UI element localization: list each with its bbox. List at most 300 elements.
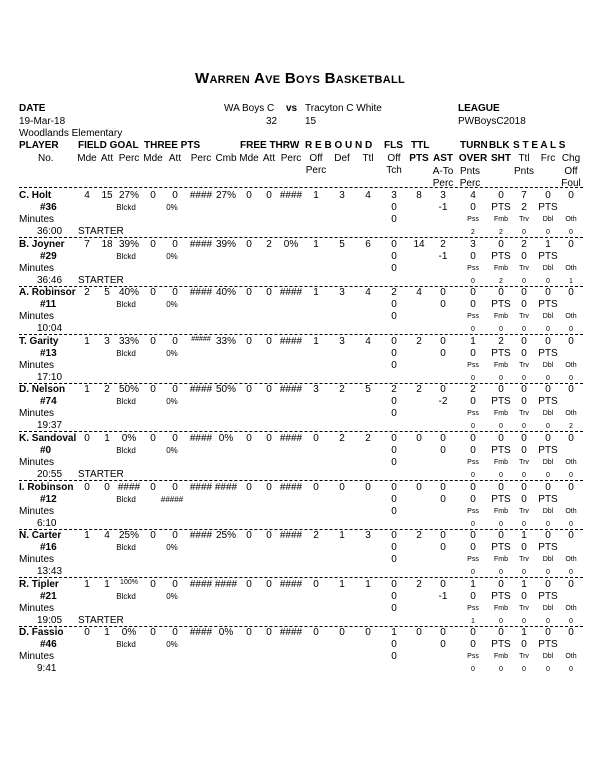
stat-stl: 0 <box>521 384 527 396</box>
stat-tp-att: 0 <box>172 287 178 299</box>
stat-ft-mde: 0 <box>246 578 252 590</box>
pts-label: PTS <box>491 445 511 456</box>
stat-ft-att: 0 <box>266 335 272 347</box>
stat-over-pts: 0 <box>470 299 476 311</box>
col-fls: FLS <box>384 140 403 151</box>
minutes-label: Minutes <box>19 602 55 614</box>
turnover-count-pss: 2 <box>471 229 475 236</box>
stat-ato: -2 <box>438 396 448 408</box>
stat-fg-att: 4 <box>104 530 110 542</box>
turnover-type-oth: Oth <box>565 313 577 321</box>
stat-fls: 0 <box>391 578 397 590</box>
stat-tp-mde: 0 <box>150 578 156 590</box>
turnover-type-pss: Pss <box>467 361 479 369</box>
stat-reb-ttl: 4 <box>365 190 371 201</box>
stat-reb-off: 0 <box>313 578 319 590</box>
turnover-type-fmb: Fmb <box>494 313 508 321</box>
minutes-played: 20:55 <box>37 469 63 480</box>
player-number: #36 <box>40 202 57 213</box>
col-fg-mde: Mde <box>77 153 97 164</box>
stat-tp-mde: 0 <box>150 287 156 299</box>
stat-tp-att: 0 <box>172 627 178 639</box>
blocked-label: Blckd <box>116 348 136 358</box>
pts-label-2: PTS <box>538 445 558 456</box>
stat-off-tch-2: 0 <box>391 408 397 420</box>
stat-fls: 2 <box>391 384 397 396</box>
stat-cmb: 25% <box>215 530 237 542</box>
player-name: D. Nelson <box>19 384 66 396</box>
stat-stl-pts: 0 <box>521 299 527 311</box>
stat-stl: 0 <box>521 287 527 299</box>
stat-sht: 0 <box>498 287 504 299</box>
turnover-type-dbl: Dbl <box>542 556 554 564</box>
col-steals: S T E A L S <box>513 140 566 151</box>
stat-ft-att: 0 <box>266 578 272 590</box>
player-number: #12 <box>40 493 57 505</box>
turnover-type-fmb: Fmb <box>494 264 508 272</box>
stat-fg-mde: 7 <box>84 238 90 250</box>
minutes-played: 36:46 <box>37 274 63 286</box>
turnover-count-dbl: 0 <box>546 569 550 577</box>
home-team: WA Boys C <box>224 103 275 114</box>
stat-reb-def: 3 <box>339 335 345 347</box>
turnover-type-dbl: Dbl <box>542 653 554 661</box>
col-fg-att: Att <box>100 153 114 164</box>
stat-ft-att: 0 <box>266 190 272 201</box>
stat-fls: 0 <box>391 238 397 250</box>
stat-fg-mde: 0 <box>84 481 90 493</box>
starter-label: STARTER <box>78 614 124 626</box>
player-name: C. Holt <box>19 190 52 201</box>
turnover-type-trv: Trv <box>519 361 529 369</box>
player-number: #29 <box>40 250 57 262</box>
stat-ft-mde: 0 <box>246 287 252 299</box>
col-ast: AST <box>433 153 453 164</box>
minutes-played: 6:10 <box>37 517 57 529</box>
stat-tp-mde: 0 <box>150 335 156 347</box>
stat-fg-perc: 0% <box>121 627 137 639</box>
stat-chg: 0 <box>568 578 574 590</box>
player-name: N. Carter <box>19 530 62 542</box>
stat-reb-off: 1 <box>313 190 319 201</box>
stat-fg-mde: 0 <box>84 627 90 639</box>
stat-stl-pts: 0 <box>521 250 527 262</box>
turnover-type-oth: Oth <box>565 459 577 466</box>
turnover-type-fmb: Fmb <box>494 216 508 223</box>
player-number: #74 <box>40 396 57 408</box>
stat-chg: 0 <box>568 238 574 250</box>
stat-off-tch: 0 <box>391 639 397 651</box>
turnover-count-pss: 0 <box>471 423 475 431</box>
stat-sht: 0 <box>498 190 504 201</box>
stat-ft-att: 0 <box>266 627 272 639</box>
pts-label-2: PTS <box>538 590 558 602</box>
stat-off-tch-2: 0 <box>391 602 397 614</box>
blocked-perc: 0% <box>166 251 178 261</box>
turnover-type-trv: Trv <box>519 313 529 321</box>
stat-tp-att: 0 <box>172 578 178 590</box>
stat-cmb: #### <box>214 578 238 590</box>
turnover-count-oth: 2 <box>569 423 573 431</box>
pts-label-2: PTS <box>538 202 558 213</box>
stat-tp-att: 0 <box>172 433 178 444</box>
stat-off-tch: 0 <box>391 299 397 311</box>
turnover-type-oth: Oth <box>565 556 577 564</box>
stat-frc: 0 <box>545 578 551 590</box>
col-reb-ttl: Ttl <box>362 153 374 164</box>
stat-frc: 0 <box>545 627 551 639</box>
player-number: #0 <box>40 445 52 456</box>
col-blk: BLK <box>489 140 510 151</box>
stat-tp-perc: #### <box>189 238 213 250</box>
stat-sht: 0 <box>498 481 504 493</box>
blocked-label: Blckd <box>116 640 136 650</box>
stat-stl-pts: 0 <box>521 493 527 505</box>
stat-ft-perc: #### <box>279 433 303 444</box>
col-stl-pnts: Pnts <box>513 166 535 177</box>
stat-reb-ttl: 4 <box>365 335 371 347</box>
pts-label: PTS <box>491 590 511 602</box>
minutes-label: Minutes <box>19 457 55 468</box>
blocked-perc: 0% <box>166 397 178 407</box>
stat-fg-att: 1 <box>104 433 110 444</box>
starter-label: STARTER <box>78 226 124 237</box>
blocked-label: Blckd <box>116 397 136 407</box>
minutes-played: 19:05 <box>37 614 63 626</box>
stat-over-pts: 0 <box>470 202 476 213</box>
stat-pts: 2 <box>416 384 422 396</box>
blocked-perc: 0% <box>166 543 178 553</box>
turnover-count-fmb: 0 <box>499 617 503 625</box>
stat-sht: 0 <box>498 238 504 250</box>
stat-pts: 2 <box>416 335 422 347</box>
stat-off-tch-2: 0 <box>391 359 397 371</box>
col-pnts-perc-2: Perc <box>459 178 481 189</box>
col-reb-off-perc: Perc <box>305 165 327 176</box>
player-name: K. Sandoval <box>19 433 77 444</box>
player-name: D. Fassio <box>19 627 64 639</box>
stat-off-tch-2: 0 <box>391 214 397 225</box>
stat-ft-att: 0 <box>266 481 272 493</box>
turnover-count-fmb: 0 <box>499 569 503 577</box>
stat-reb-off: 1 <box>313 238 319 250</box>
pts-label-2: PTS <box>538 493 558 505</box>
turnover-type-dbl: Dbl <box>542 410 554 418</box>
starter-label: STARTER <box>78 469 124 480</box>
stat-fg-perc: 33% <box>118 335 140 347</box>
stat-ft-mde: 0 <box>246 530 252 542</box>
turnover-type-pss: Pss <box>467 459 479 466</box>
col-chg-1: Chg <box>561 153 581 164</box>
turnover-count-fmb: 2 <box>499 277 503 285</box>
vs-label: vs <box>286 103 298 114</box>
stat-fls: 0 <box>391 335 397 347</box>
stat-reb-def: 3 <box>339 287 345 299</box>
stat-frc: 0 <box>545 433 551 444</box>
stat-ft-att: 0 <box>266 384 272 396</box>
col-chg-3: Foul <box>561 178 581 189</box>
stat-ast: 3 <box>440 190 446 201</box>
stat-over: 0 <box>470 433 476 444</box>
turnover-count-oth: 0 <box>569 374 573 382</box>
col-three-pts: THREE PTS <box>144 140 201 151</box>
turnover-count-dbl: 0 <box>546 520 550 528</box>
stat-reb-def: 5 <box>339 238 345 250</box>
pts-label-2: PTS <box>538 250 558 262</box>
stat-ast: 0 <box>440 578 446 590</box>
turnover-count-dbl: 0 <box>546 472 550 479</box>
stat-stl-pts: 0 <box>521 542 527 554</box>
stat-reb-ttl: 4 <box>365 287 371 299</box>
pts-label: PTS <box>491 542 511 554</box>
stat-ft-mde: 0 <box>246 481 252 493</box>
col-ft-perc: Perc <box>280 153 302 164</box>
stat-sht: 0 <box>498 578 504 590</box>
stat-reb-def: 2 <box>339 384 345 396</box>
game-date: 19-Mar-18 <box>19 116 66 127</box>
stat-over: 0 <box>470 627 476 639</box>
stat-off-tch-2: 0 <box>391 651 397 663</box>
pts-label-2: PTS <box>538 299 558 311</box>
col-off-tch-1: Off <box>387 153 401 164</box>
stat-stl: 1 <box>521 530 527 542</box>
blocked-label: Blckd <box>116 591 136 601</box>
col-tp-att: Att <box>168 153 182 164</box>
turnover-count-dbl: 0 <box>546 277 550 285</box>
stat-fls: 1 <box>391 627 397 639</box>
stat-chg: 0 <box>568 481 574 493</box>
stat-ato: 0 <box>440 445 446 456</box>
col-ttl: TTL <box>411 140 430 151</box>
turnover-type-dbl: Dbl <box>542 507 554 515</box>
stat-pts: 8 <box>416 190 422 201</box>
blocked-perc: 0% <box>166 300 178 310</box>
stat-frc: 0 <box>545 335 551 347</box>
stat-sht: 0 <box>498 433 504 444</box>
minutes-label: Minutes <box>19 311 55 323</box>
stat-fg-mde: 4 <box>84 190 90 201</box>
stat-tp-mde: 0 <box>150 190 156 201</box>
blocked-label: Blckd <box>116 251 136 261</box>
stat-reb-def: 1 <box>339 578 345 590</box>
stat-over-pts: 0 <box>470 493 476 505</box>
stat-ast: 0 <box>440 384 446 396</box>
turnover-type-trv: Trv <box>519 507 529 515</box>
turnover-count-pss: 0 <box>471 326 475 334</box>
stat-fg-perc: 27% <box>118 190 140 201</box>
stat-fls: 0 <box>391 530 397 542</box>
col-pts: PTS <box>409 153 429 164</box>
stat-stl-pts: 0 <box>521 590 527 602</box>
minutes-played: 17:10 <box>37 371 63 383</box>
stat-chg: 0 <box>568 530 574 542</box>
stat-ft-mde: 0 <box>246 627 252 639</box>
page-title: Warren Ave Boys Basketball <box>194 70 406 87</box>
turnover-count-oth: 0 <box>569 617 573 625</box>
stat-off-tch: 0 <box>391 396 397 408</box>
col-ft-mde: Mde <box>239 153 259 164</box>
pts-label-2: PTS <box>538 639 558 651</box>
minutes-label: Minutes <box>19 651 55 663</box>
turnover-type-pss: Pss <box>467 264 479 272</box>
stat-cmb: 0% <box>218 433 234 444</box>
turnover-count-oth: 1 <box>569 277 573 285</box>
turnover-count-dbl: 0 <box>546 666 550 674</box>
stat-ato: 0 <box>440 542 446 554</box>
stat-tp-perc: #### <box>189 384 213 396</box>
player-number: #21 <box>40 590 57 602</box>
stat-off-tch: 0 <box>391 542 397 554</box>
col-fg-perc: Perc <box>118 153 140 164</box>
stat-over: 3 <box>470 238 476 250</box>
stat-over: 4 <box>470 190 476 201</box>
pts-label: PTS <box>491 493 511 505</box>
turnover-count-trv: 0 <box>522 423 526 431</box>
turnover-type-fmb: Fmb <box>494 653 508 661</box>
stat-ft-mde: 0 <box>246 190 252 201</box>
stat-ft-perc: #### <box>279 530 303 542</box>
stat-off-tch: 0 <box>391 347 397 359</box>
stat-ft-att: 0 <box>266 530 272 542</box>
pts-label: PTS <box>491 347 511 359</box>
turnover-count-fmb: 0 <box>499 374 503 382</box>
turnover-type-trv: Trv <box>519 604 529 612</box>
stat-over: 0 <box>470 530 476 542</box>
stat-fg-att: 18 <box>101 238 113 250</box>
stat-tp-att: 0 <box>172 384 178 396</box>
stat-fg-mde: 1 <box>84 335 90 347</box>
minutes-label: Minutes <box>19 214 55 225</box>
stat-fg-perc: 0% <box>121 433 137 444</box>
stat-tp-att: 0 <box>172 530 178 542</box>
col-free-thrw: FREE THRW <box>240 140 300 151</box>
turnover-count-trv: 0 <box>522 374 526 382</box>
stat-tp-perc: ##### <box>191 335 211 343</box>
pts-label-2: PTS <box>538 347 558 359</box>
turnover-type-dbl: Dbl <box>542 361 554 369</box>
stat-sht: 0 <box>498 530 504 542</box>
pts-label-2: PTS <box>538 542 558 554</box>
turnover-count-dbl: 0 <box>546 617 550 625</box>
turnover-type-fmb: Fmb <box>494 507 508 515</box>
blocked-perc: 0% <box>166 591 178 601</box>
col-turn: TURN <box>460 140 488 151</box>
stat-frc: 0 <box>545 190 551 201</box>
stat-ato: 0 <box>440 347 446 359</box>
turnover-type-trv: Trv <box>519 459 529 466</box>
stat-off-tch: 0 <box>391 202 397 213</box>
stat-ft-perc: #### <box>279 190 303 201</box>
blocked-label: Blckd <box>116 203 136 212</box>
minutes-played: 19:37 <box>37 420 63 432</box>
stat-reb-off: 0 <box>313 481 319 493</box>
stat-fg-att: 1 <box>104 627 110 639</box>
col-sht: SHT <box>491 153 511 164</box>
turnover-count-fmb: 0 <box>499 423 503 431</box>
turnover-count-fmb: 0 <box>499 326 503 334</box>
stat-off-tch-2: 0 <box>391 262 397 274</box>
stat-reb-ttl: 5 <box>365 384 371 396</box>
stat-ato: 0 <box>440 493 446 505</box>
stat-fg-perc: 50% <box>118 384 140 396</box>
stat-fg-mde: 0 <box>84 433 90 444</box>
stat-tp-perc: #### <box>189 190 213 201</box>
stat-frc: 0 <box>545 384 551 396</box>
stat-stl-pts: 0 <box>521 639 527 651</box>
stat-ft-perc: #### <box>279 627 303 639</box>
blocked-perc: 0% <box>166 348 178 358</box>
stat-fg-mde: 1 <box>84 530 90 542</box>
turnover-count-pss: 0 <box>471 666 475 674</box>
blocked-perc: 0% <box>166 203 178 212</box>
turnover-count-trv: 0 <box>522 229 526 236</box>
player-name: I. Robinson <box>19 481 74 493</box>
blocked-perc: 0% <box>166 446 178 455</box>
stat-over-pts: 0 <box>470 347 476 359</box>
blocked-label: Blckd <box>116 494 136 504</box>
stat-cmb: 50% <box>215 384 237 396</box>
stat-ft-perc: #### <box>279 578 303 590</box>
turnover-type-dbl: Dbl <box>542 264 554 272</box>
turnover-type-trv: Trv <box>519 556 529 564</box>
stat-chg: 0 <box>568 190 574 201</box>
stat-fg-mde: 1 <box>84 578 90 590</box>
stat-fg-att: 3 <box>104 335 110 347</box>
stat-off-tch: 0 <box>391 493 397 505</box>
stat-stl-pts: 0 <box>521 396 527 408</box>
blocked-label: Blckd <box>116 543 136 553</box>
stat-chg: 0 <box>568 627 574 639</box>
stat-stl: 2 <box>521 238 527 250</box>
turnover-count-dbl: 0 <box>546 229 550 236</box>
player-name: B. Joyner <box>19 238 65 250</box>
stat-off-tch-2: 0 <box>391 554 397 566</box>
turnover-type-pss: Pss <box>467 604 479 612</box>
turnover-count-oth: 0 <box>569 472 573 479</box>
home-score: 32 <box>266 116 278 127</box>
stat-sht: 0 <box>498 384 504 396</box>
stat-stl: 0 <box>521 481 527 493</box>
stat-sht: 0 <box>498 627 504 639</box>
stat-ast: 0 <box>440 433 446 444</box>
turnover-count-fmb: 0 <box>499 472 503 479</box>
stat-tp-perc: #### <box>189 627 213 639</box>
stat-ft-mde: 0 <box>246 433 252 444</box>
stat-fg-perc: 39% <box>118 238 140 250</box>
stat-over-pts: 0 <box>470 250 476 262</box>
stat-reb-ttl: 3 <box>365 530 371 542</box>
stat-fls: 2 <box>391 287 397 299</box>
turnover-count-fmb: 0 <box>499 666 503 674</box>
turnover-type-dbl: Dbl <box>542 604 554 612</box>
stat-fg-perc: 25% <box>118 530 140 542</box>
away-score: 15 <box>305 116 317 127</box>
stat-over: 0 <box>470 481 476 493</box>
stat-ft-perc: #### <box>279 287 303 299</box>
stat-tp-mde: 0 <box>150 481 156 493</box>
stat-reb-def: 1 <box>339 530 345 542</box>
minutes-played: 36:00 <box>37 226 63 237</box>
turnover-type-pss: Pss <box>467 216 479 223</box>
player-name: R. Tipler <box>19 578 59 590</box>
stat-ast: 0 <box>440 627 446 639</box>
league-label: LEAGUE <box>458 103 500 114</box>
turnover-type-pss: Pss <box>467 313 479 321</box>
stat-reb-off: 3 <box>313 384 319 396</box>
blocked-perc: ##### <box>160 494 184 504</box>
turnover-type-pss: Pss <box>467 556 479 564</box>
stat-fg-mde: 1 <box>84 384 90 396</box>
